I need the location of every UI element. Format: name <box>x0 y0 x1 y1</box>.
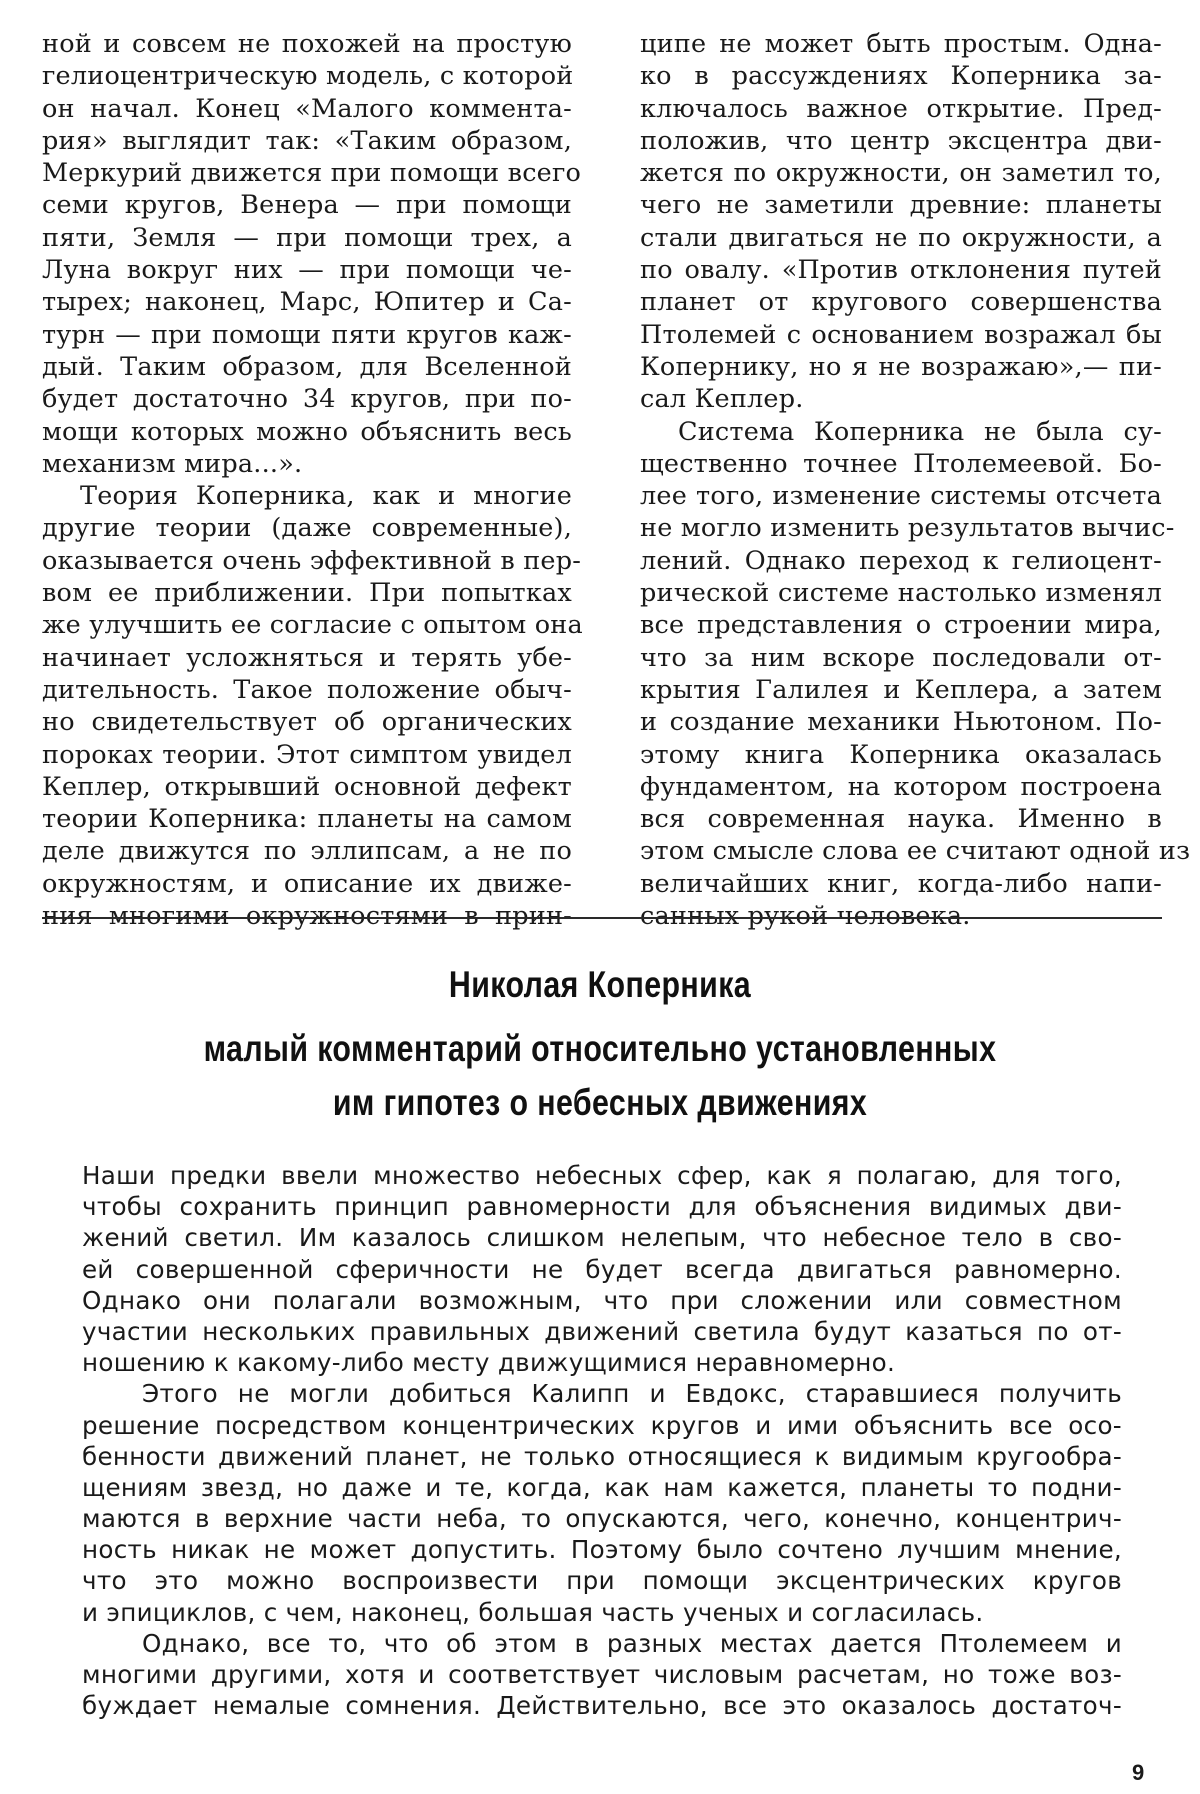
text-line: пяти, Земля — при помощи трех, а <box>42 222 572 253</box>
text-line: и создание механики Ньютоном. По- <box>640 707 1162 738</box>
text-line: Теория Коперника, как и многие <box>80 481 572 512</box>
text-line: другие теории (даже современные), <box>42 513 572 544</box>
text-line: лее того, изменение системы отсчета <box>640 481 1162 512</box>
text-line: рической системе настолько изменял <box>640 578 1162 609</box>
text-line: планет от кругового совершенства <box>640 287 1162 318</box>
text-line: Этого не могли добиться Калипп и Евдокс, старавшиеся получить <box>142 1379 1122 1409</box>
text-line: рия» выглядит так: «Таким образом, <box>42 125 572 156</box>
text-line: что это можно воспроизвести при помощи эксцентрических кругов <box>82 1566 1122 1596</box>
text-line: этом смысле слова ее считают одной из <box>640 836 1191 867</box>
text-line: ей совершенной сферичности не будет всегда двигаться равномерно. <box>82 1254 1122 1284</box>
text-line: ной и совсем не похожей на простую <box>42 29 572 59</box>
text-line: Однако, все то, что об этом в разных местах дается Птолемеем и <box>142 1628 1122 1658</box>
text-line: ключалось важное открытие. Пред- <box>640 93 1162 124</box>
text-line: начинает усложняться и терять убе- <box>42 642 572 673</box>
right-column <box>640 28 1191 932</box>
text-line: Птолемей с основанием возражал бы <box>640 319 1162 350</box>
text-line: тырех; наконец, Марс, Юпитер и Са- <box>42 287 572 318</box>
left-column <box>42 28 583 932</box>
text-line: пороках теории. Этот симптом увидел <box>42 739 572 770</box>
text-line: участии нескольких правильных движений светила будут казаться по от- <box>82 1316 1122 1346</box>
text-line: турн — при помощи пяти кругов каж- <box>42 319 572 350</box>
text-line: мощи которых можно объяснить весь <box>42 416 572 447</box>
text-line: бенности движений планет, не только относящиеся к видимым кругообра- <box>82 1441 1122 1471</box>
text-line: ципе не может быть простым. Одна- <box>640 29 1162 59</box>
text-line: Меркурий движется при помощи всего <box>42 158 582 189</box>
text-line: щественно точнее Птолемеевой. Бо- <box>640 448 1162 479</box>
text-line: буждает немалые сомнения. Действительно, все это оказалось достаточ- <box>82 1691 1122 1721</box>
text-line: решение посредством концентрических кругов и ими объяснить все осо- <box>82 1410 1122 1440</box>
text-line: по овалу. «Против отклонения путей <box>640 255 1162 286</box>
text-line: вом ее приближении. При попытках <box>42 578 572 609</box>
text-line: будет достаточно 34 кругов, при по- <box>42 384 572 415</box>
text-line: же улучшить ее согласие с опытом она <box>42 610 583 641</box>
text-line: теории Коперника: планеты на самом <box>42 804 572 835</box>
heading-author: Николая Коперника <box>448 964 752 1005</box>
text-line: механизм мира...». <box>42 448 303 479</box>
heading-title-line-1: малый комментарий относительно установленных <box>203 1028 997 1069</box>
text-line: фундаментом, на котором построена <box>640 771 1162 802</box>
text-line: вся современная наука. Именно в <box>640 804 1162 835</box>
text-line: что за ним вскоре последовали от- <box>640 642 1162 673</box>
text-line: дительность. Такое положение обыч- <box>42 674 572 705</box>
text-line: ность никак не может допустить. Поэтому было сочтено лучшим мнение, <box>82 1535 1122 1565</box>
text-line: маются в верхние части неба, то опускаются, чего, конечно, концентрич- <box>82 1504 1122 1534</box>
text-line: ношению к какому-либо месту движущимися неравномерно. <box>82 1348 896 1378</box>
text-line: Система Коперника не была су- <box>678 416 1162 447</box>
text-line: оказывается очень эффективной в пер- <box>42 545 582 576</box>
section-divider <box>42 917 1162 919</box>
text-line: деле движутся по эллипсам, а не по <box>42 836 572 867</box>
text-line: и эпициклов, с чем, наконец, большая часть ученых и согласилась. <box>82 1597 984 1627</box>
text-line: Однако они полагали возможным, что при сложении или совместном <box>82 1285 1122 1315</box>
text-line: окружностям, и описание их движе- <box>42 868 572 899</box>
text-line: Кеплер, открывший основной дефект <box>42 771 572 802</box>
text-line: многими другими, хотя и соответствует числовым расчетам, но тоже воз- <box>82 1660 1122 1689</box>
text-line: крытия Галилея и Кеплера, а затем <box>640 674 1162 705</box>
text-line: жений светил. Им казалось слишком нелепым, что небесное тело в сво- <box>82 1223 1122 1253</box>
text-line: лений. Однако переход к гелиоцент- <box>640 545 1162 576</box>
text-line: жется по окружности, он заметил то, <box>640 158 1162 189</box>
text-line: величайших книг, когда-либо напи- <box>640 868 1162 899</box>
text-line: он начал. Конец «Малого коммента- <box>42 93 572 124</box>
text-line: положив, что центр эксцентра дви- <box>640 125 1162 156</box>
text-line: чтобы сохранить принцип равномерности для объяснения видимых дви- <box>82 1192 1122 1222</box>
text-line: чего не заметили древние: планеты <box>640 190 1162 221</box>
text-line: семи кругов, Венера — при помощи <box>42 190 572 221</box>
text-line: не могло изменить результатов вычис- <box>640 513 1175 544</box>
text-line: ния многими окружностями в прин- <box>42 901 572 932</box>
main-text <box>82 1160 1122 1721</box>
text-line: стали двигаться не по окружности, а <box>640 222 1162 253</box>
text-line: этому книга Коперника оказалась <box>640 739 1162 770</box>
text-line: сал Кеплер. <box>640 384 804 415</box>
text-line: все представления о строении мира, <box>640 610 1162 641</box>
text-line: гелиоцентрическую модель, с которой <box>42 61 574 92</box>
heading-title-line-2: им гипотез о небесных движениях <box>332 1082 868 1123</box>
text-line: дый. Таким образом, для Вселенной <box>42 351 572 382</box>
text-line: Копернику, но я не возражаю»,— пи- <box>640 351 1162 382</box>
text-line: щениям звезд, но даже и те, когда, как нам кажется, планеты то подни- <box>82 1472 1122 1502</box>
page-number: 9 <box>1132 1760 1145 1785</box>
text-line: но свидетельствует об органических <box>42 707 572 738</box>
text-line: Наши предки ввели множество небесных сфер, как я полагаю, для того, <box>82 1161 1122 1190</box>
text-line: санных рукой человека. <box>640 901 971 932</box>
text-line: Луна вокруг них — при помощи че- <box>42 255 572 286</box>
text-line: ко в рассуждениях Коперника за- <box>640 61 1162 92</box>
